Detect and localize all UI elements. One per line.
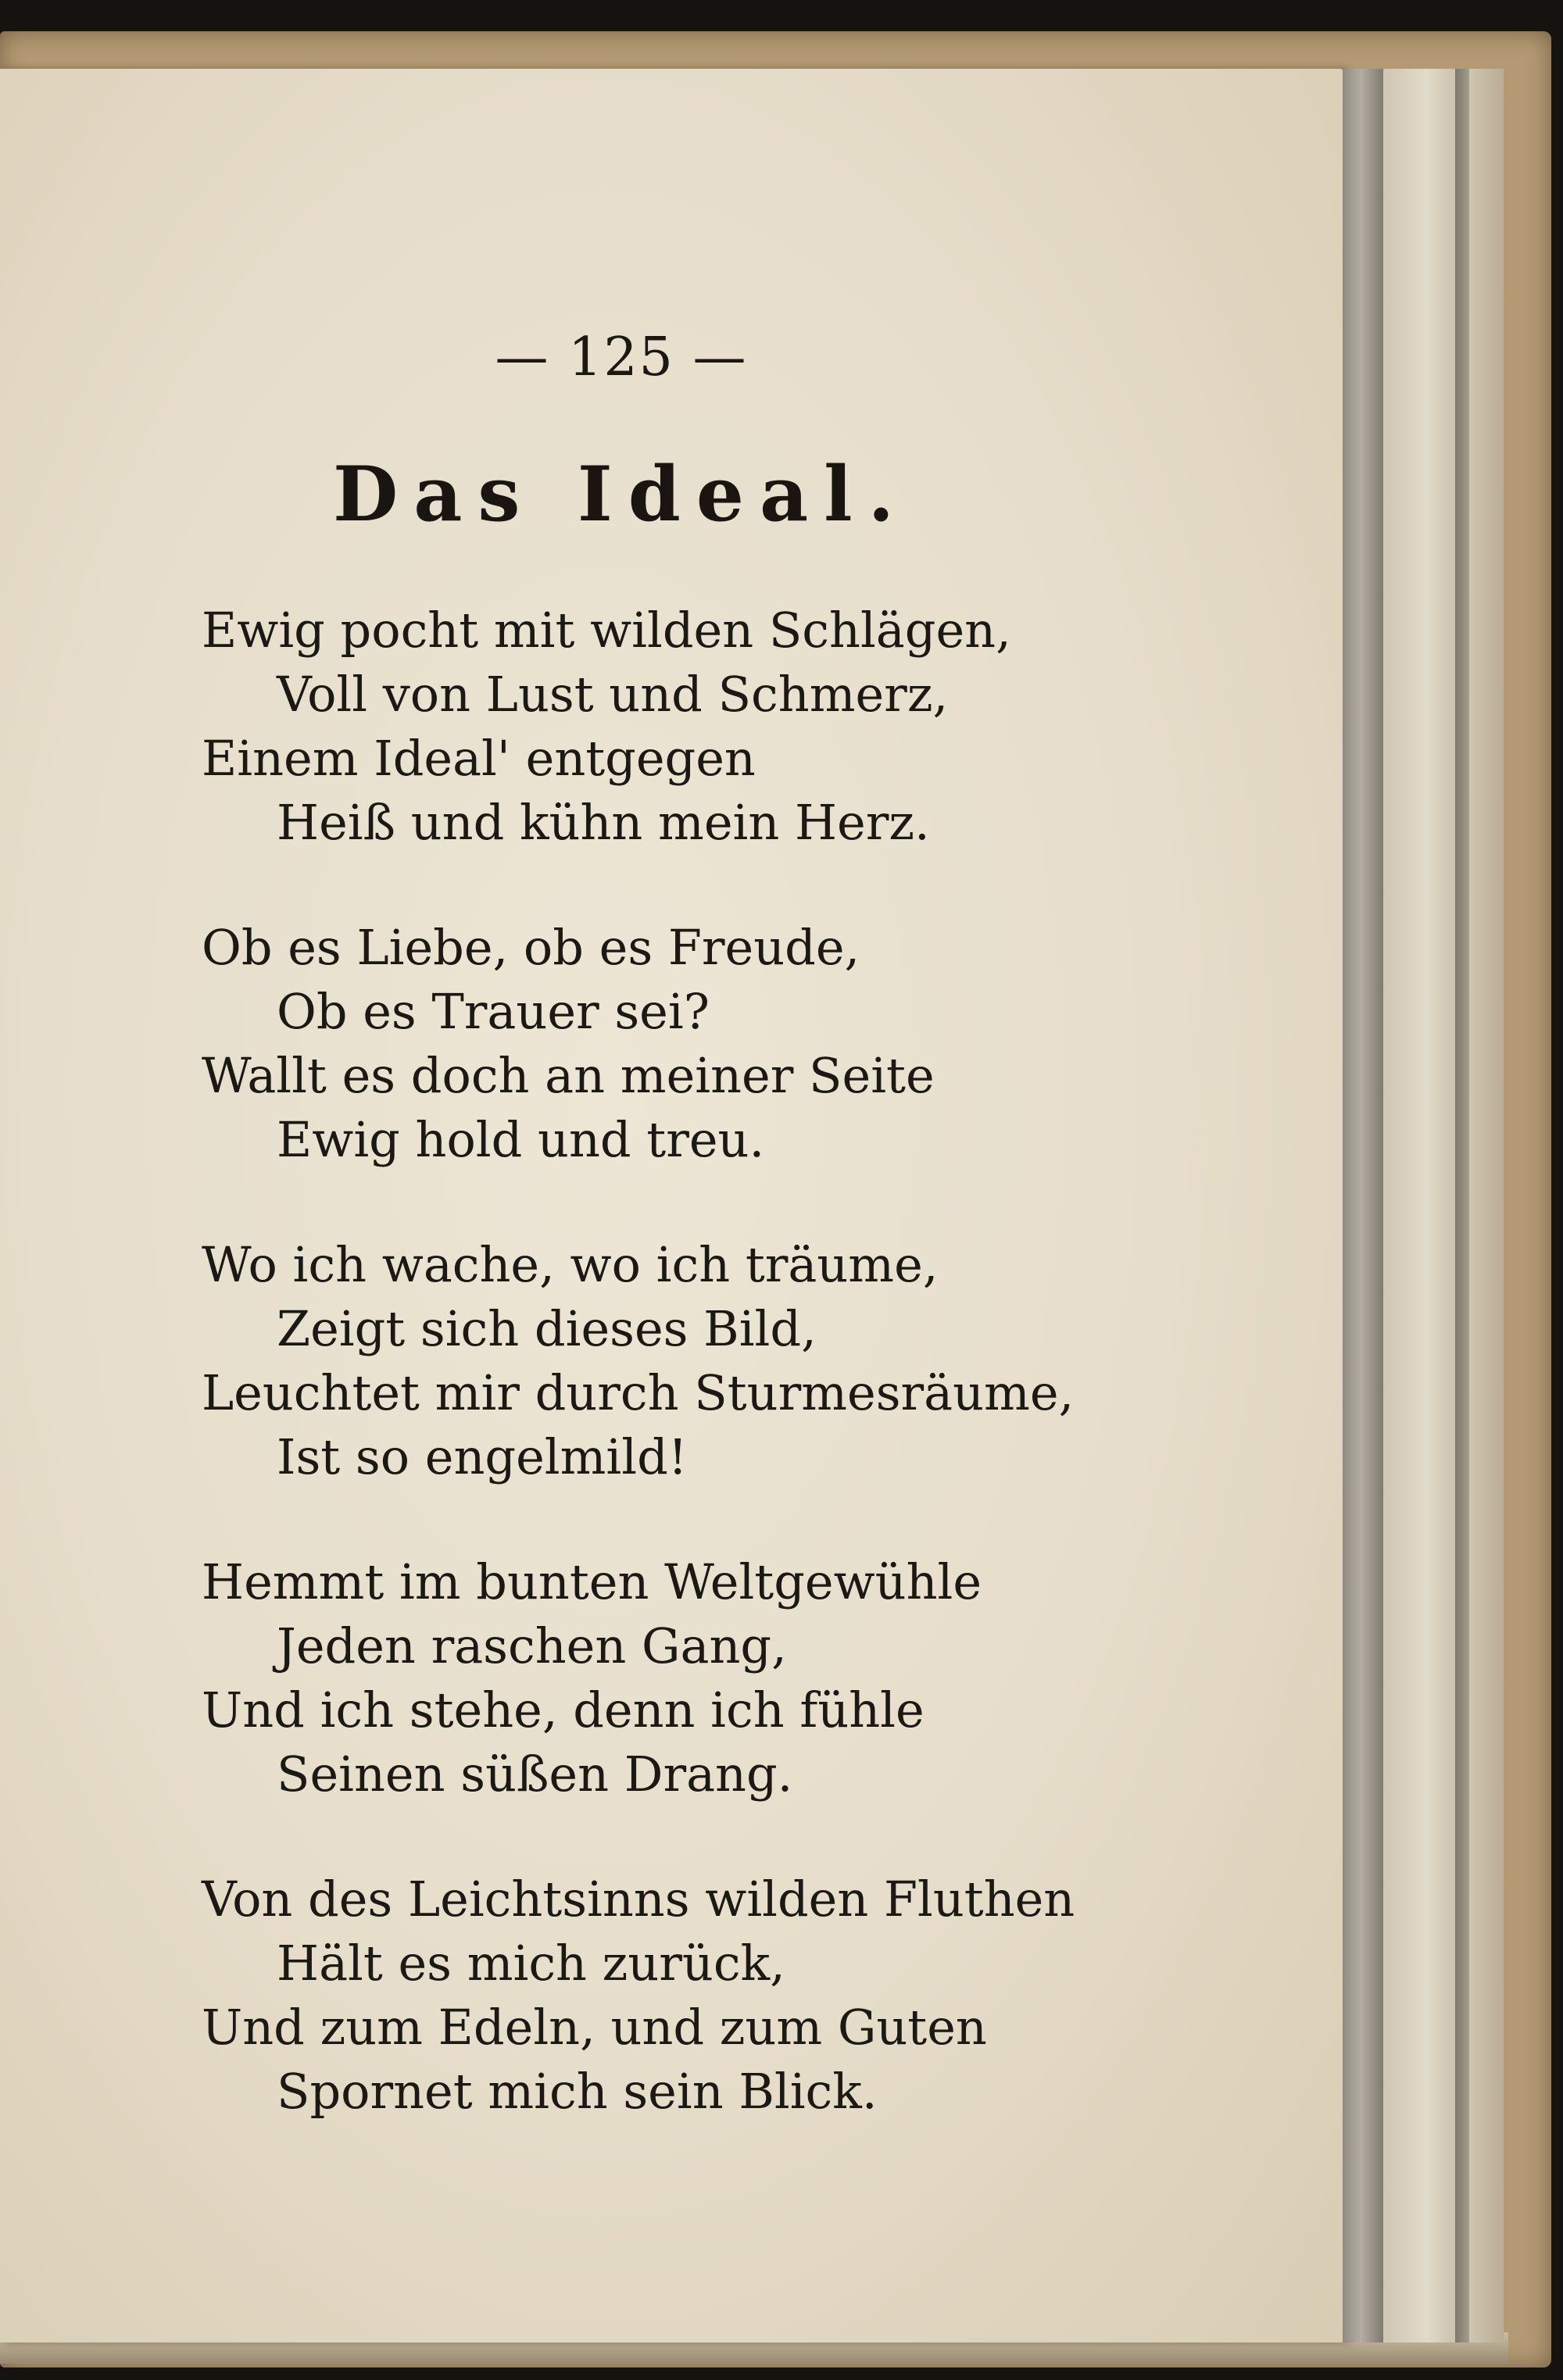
- poem-body: [202, 599, 1296, 2124]
- stanza-gap: [202, 1489, 1296, 1550]
- verse-line: Hält es mich zurück,: [277, 1935, 785, 1992]
- page-edge-shadow: [1343, 69, 1383, 2342]
- verse-line: Wo ich wache, wo ich träume,: [202, 1236, 939, 1293]
- verse-line: Wallt es doch an meiner Seite: [202, 1047, 935, 1104]
- stanza-gap: [202, 855, 1296, 916]
- stanza: [202, 1233, 1296, 1489]
- book-page: [0, 69, 1344, 2342]
- poem-title: Das Ideal.: [332, 450, 910, 538]
- verse-line: Seinen süßen Drang.: [277, 1746, 793, 1803]
- verse-line: Spornet mich sein Blick.: [277, 2063, 878, 2120]
- page-edge-line: [1455, 69, 1469, 2342]
- verse-line: Leuchtet mir durch Sturmesräume,: [202, 1364, 1075, 1421]
- verse-line: Ob es Trauer sei?: [277, 983, 710, 1040]
- verse-line: Ewig hold und treu.: [277, 1111, 765, 1168]
- verse-line: Jeden raschen Gang,: [277, 1617, 787, 1674]
- verse-line: Ist so engelmild!: [277, 1428, 688, 1485]
- page-number: — 125 —: [495, 327, 748, 388]
- verse-line: Zeigt sich dieses Bild,: [277, 1300, 817, 1357]
- page-edge-stack: [1383, 69, 1455, 2342]
- stanza-gap: [202, 1806, 1296, 1867]
- verse-line: Und ich stehe, denn ich fühle: [202, 1681, 925, 1739]
- verse-line: Hemmt im bunten Weltgewühle: [202, 1553, 982, 1610]
- cover-edge: [1469, 69, 1504, 2342]
- stanza-gap: [202, 1172, 1296, 1233]
- stanza: [202, 599, 1296, 855]
- verse-line: Voll von Lust und Schmerz,: [277, 666, 949, 723]
- stanza: [202, 1867, 1296, 2124]
- verse-line: Heiß und kühn mein Herz.: [277, 794, 930, 851]
- stanza: [202, 916, 1296, 1172]
- stanza: [202, 1550, 1296, 1806]
- verse-line: Von des Leichtsinns wilden Fluthen: [202, 1871, 1075, 1928]
- verse-line: Und zum Edeln, und zum Guten: [202, 1999, 987, 2056]
- verse-line: Einem Ideal' entgegen: [202, 730, 756, 787]
- verse-line: Ewig pocht mit wilden Schlägen,: [202, 602, 1011, 659]
- verse-line: Ob es Liebe, ob es Freude,: [202, 919, 860, 976]
